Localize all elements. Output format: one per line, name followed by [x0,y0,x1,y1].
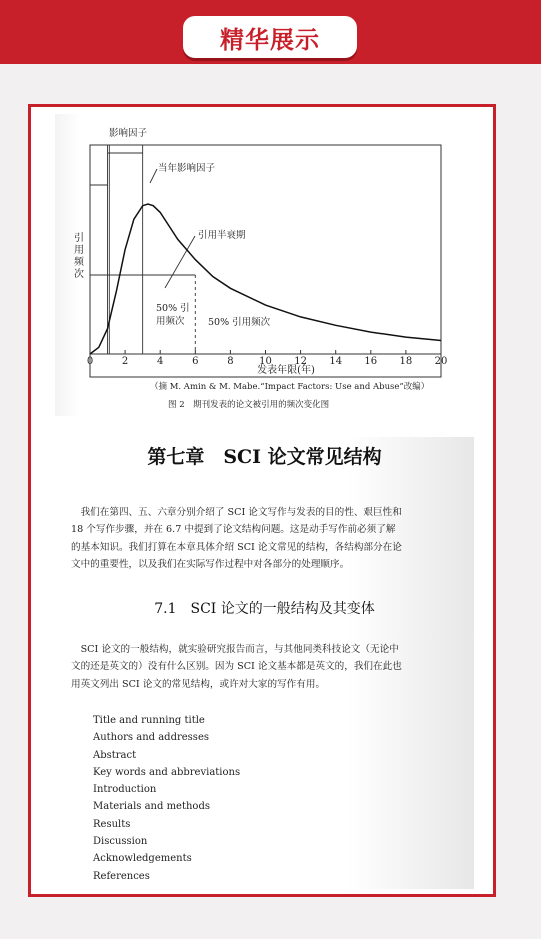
x-tick-label: 0 [86,356,94,367]
structure-item: Results [93,818,131,830]
section-title: 7.1 SCI 论文的一般结构及其变体 [154,601,375,617]
section-line: SCI 论文的一般结构，就实验研究报告而言，与其他同类科技论文（无论中 [71,644,399,655]
chapter-title: 第七章 SCI 论文常见结构 [147,446,382,468]
citation-chart [55,114,476,416]
structure-item: Discussion [93,836,148,848]
intro-line: 的基本知识。我们打算在本章具体介绍 SCI 论文常见的结构，各结构部分在论 [71,542,402,553]
x-axis-label: 发表年限(年) [257,365,315,376]
header-title-badge [183,16,357,58]
section-line: 用英文列出 SCI 论文的常见结构，或许对大家的写作有用。 [71,679,326,690]
structure-item: Materials and methods [93,801,210,813]
structure-list [93,712,240,885]
y-axis-label-char: 频 [74,257,84,268]
figure-caption: 图 2 期刊发表的论文被引用的频次变化图 [168,400,330,410]
half-cite-left-line2: 用频次 [156,316,185,327]
current-year-label: 当年影响因子 [158,163,216,174]
x-tick-label: 18 [399,356,413,367]
figure-source-caption: （摘 M. Amin & M. Mabe.“Impact Factors: Use and Abuse”改编） [150,382,430,392]
half-cite-left-line1: 50% 引 [156,303,190,314]
intro-line: 18 个写作步骤，并在 6.7 中提到了论文结构问题。这是动手写作前必须了解 [71,524,396,535]
structure-item: Title and running title [93,715,205,726]
structure-item: Abstract [93,749,137,761]
x-tick-label: 8 [227,356,234,367]
y-axis-label [74,231,85,280]
structure-item: Introduction [93,784,157,796]
x-tick-label: 10 [259,356,272,367]
structure-item: Key words and abbreviations [93,766,241,778]
half-life-label: 引用半衰期 [198,230,246,241]
x-tick-label: 16 [364,356,378,367]
impact-factor-label: 影响因子 [109,128,148,139]
structure-item: References [93,870,150,882]
y-axis-label-char: 次 [74,269,84,280]
half-cite-right: 50% 引用频次 [208,317,271,328]
y-axis-label-char: 用 [74,245,84,256]
x-tick-label: 6 [192,356,199,367]
intro-line: 我们在第四、五、六章分别介绍了 SCI 论文写作与发表的目的性、艰巨性和 [71,507,402,518]
section-line: 文的还是英文的）没有什么区别。因为 SCI 论文基本都是英文的，我们在此也 [71,661,402,672]
structure-item: Authors and addresses [93,732,209,744]
x-tick-label: 14 [329,356,343,367]
x-tick-label: 4 [157,356,164,367]
header-title: 精华展示 [220,25,320,54]
intro-line: 文中的重要性，以及我们在实际写作过程中对各部分的处理顺序。 [71,559,350,570]
structure-item: Acknowledgements [93,853,192,865]
x-tick-label: 20 [434,356,448,367]
x-tick-label: 12 [294,356,307,367]
x-tick-label: 2 [121,356,129,367]
y-axis-label-char: 引 [74,233,84,244]
